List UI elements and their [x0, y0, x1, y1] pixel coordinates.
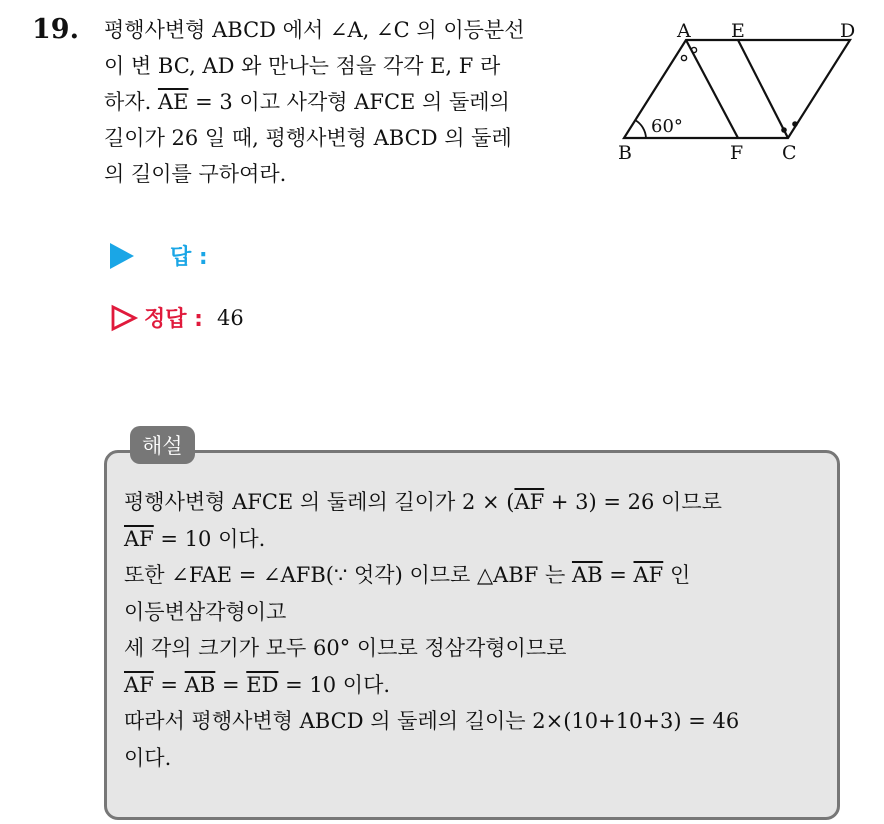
- equals-three: = 3: [188, 90, 240, 114]
- solution-text: [124, 484, 834, 776]
- solution-tab: 해설: [130, 426, 195, 464]
- correct-answer-label: 정답 :: [144, 307, 203, 332]
- segment-AB-1: $\overline{AB}$: [571, 563, 603, 587]
- label-F: F: [730, 142, 744, 164]
- sol-6b: =: [153, 672, 185, 697]
- segment-AE: $\overline{AE}$: [157, 90, 189, 114]
- solution-line-6: [124, 667, 834, 704]
- sol-3a: 또한 ∠FAE = ∠AFB(∵ 엇각) 이므로 △ABF 는: [124, 563, 572, 587]
- play-arrow-icon: [110, 243, 134, 269]
- solution-line-5: 세 각의 크기가 모두 60° 이므로 정삼각형이므로: [124, 636, 567, 660]
- sol-1c: + 3) = 26 이므로: [544, 490, 722, 514]
- sol-3c: =: [602, 563, 634, 587]
- answer-row: [110, 240, 208, 271]
- angle-label-60: 60°: [651, 116, 683, 137]
- segment-AF-1: $\overline{AF}$: [514, 490, 545, 514]
- problem-line-3-start: 하자.: [104, 90, 152, 114]
- sol-6d: =: [215, 672, 247, 697]
- problem-line-3-end: 이고 사각형 AFCE 의 둘레의: [239, 90, 510, 114]
- solution-line-4: 이등변삼각형이고: [124, 599, 287, 624]
- problem-line-4: 길이가 26 일 때, 평행사변형 ABCD 의 둘레: [104, 126, 512, 150]
- answer-label: 답 :: [170, 245, 208, 270]
- parallelogram-diagram: [618, 20, 856, 165]
- label-E: E: [731, 20, 745, 42]
- label-D: D: [840, 20, 856, 42]
- problem-statement: [104, 12, 604, 192]
- solution-line-2: [124, 521, 834, 558]
- solution-line-3: [124, 557, 834, 594]
- problem-line-1: 평행사변형 ABCD 에서 ∠A, ∠C 의 이등분선: [104, 18, 525, 42]
- problem-line-2: 이 변 BC, AD 와 만나는 점을 각각 E, F 라: [104, 54, 501, 78]
- bisector-AF: [686, 40, 738, 138]
- segment-AF-2: $\overline{AF}$: [124, 526, 154, 551]
- angle-arc-B: [635, 120, 646, 138]
- segment-AF-3: $\overline{AF}$: [633, 563, 664, 587]
- sol-3e: 인: [663, 563, 691, 587]
- outline-arrow-icon: [110, 304, 138, 332]
- solution-line-7: 따라서 평행사변형 ABCD 의 둘레의 길이는 2×(10+10+3) = 46: [124, 709, 740, 733]
- bisector-CE: [738, 40, 788, 138]
- angle-mark-C2: [792, 121, 798, 127]
- correct-answer-value: 46: [216, 305, 244, 330]
- sol-2b: = 10 이다.: [153, 526, 266, 551]
- solution-line-8: 이다.: [124, 745, 172, 770]
- problem-line-3: [104, 84, 604, 120]
- segment-AF-4: $\overline{AF}$: [124, 672, 154, 697]
- label-C: C: [782, 142, 797, 164]
- label-B: B: [618, 142, 632, 164]
- sol-6f: = 10 이다.: [278, 672, 391, 697]
- problem-line-5: 의 길이를 구하여라.: [104, 162, 287, 186]
- segment-AB-2: $\overline{AB}$: [184, 672, 216, 697]
- angle-mark-C1: [781, 127, 787, 133]
- solution-line-1: [124, 484, 834, 521]
- segment-ED: $\overline{ED}$: [246, 672, 279, 697]
- correct-answer-row: [110, 302, 244, 333]
- label-A: A: [677, 20, 691, 42]
- angle-mark-A1: [681, 55, 686, 60]
- sol-1a: 평행사변형 AFCE 의 둘레의 길이가 2 × (: [124, 490, 515, 514]
- problem-number: 19.: [32, 14, 79, 45]
